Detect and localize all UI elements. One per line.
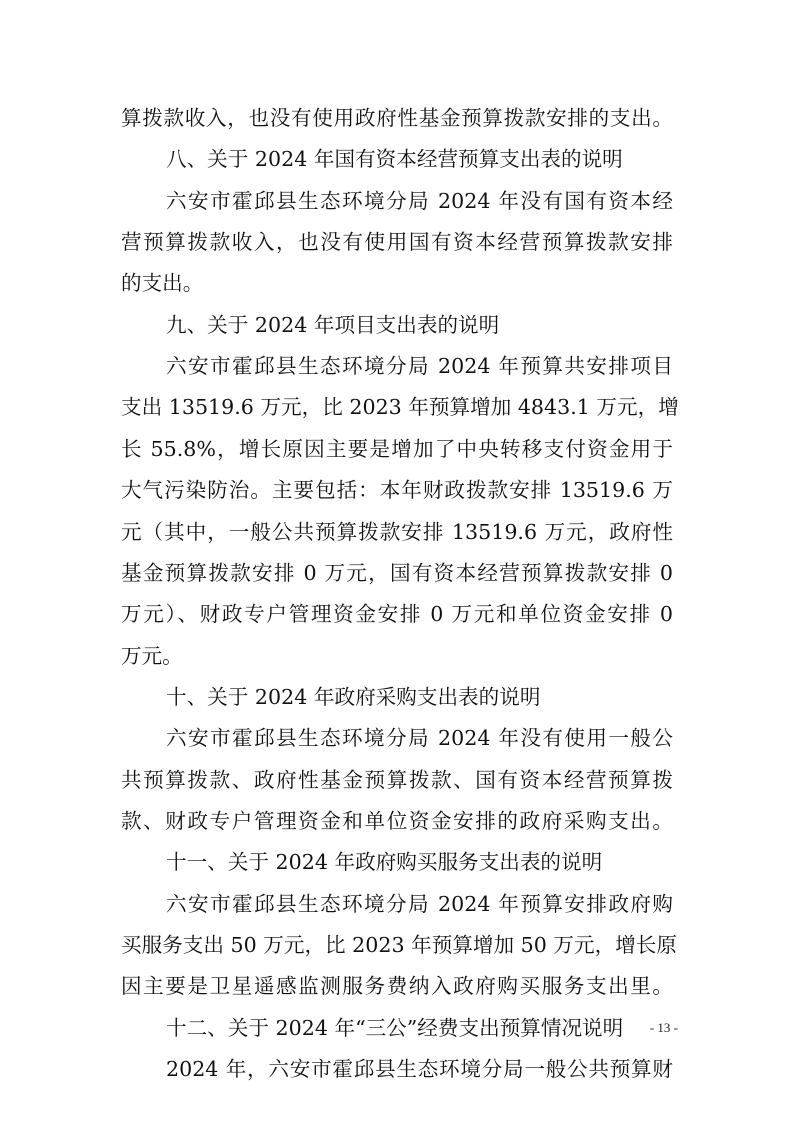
body-text-line: 的支出。 [121, 271, 204, 295]
section-heading-10: 十、关于 2024 年政府采购支出表的说明 [166, 685, 541, 709]
body-text-line: 万元。 [121, 644, 183, 668]
body-text-line: 六安市霍邱县生态环境分局 2024 年预算共安排项目 [166, 354, 673, 378]
body-text-line: 长 55.8%，增长原因主要是增加了中央转移支付资金用于 [121, 437, 673, 461]
body-text-line: 元（其中，一般公共预算拨款安排 13519.6 万元，政府性 [121, 520, 673, 544]
body-text-line: 六安市霍邱县生态环境分局 2024 年没有国有资本经 [166, 189, 673, 213]
body-text-line: 2024 年，六安市霍邱县生态环境分局一般公共预算财 [166, 1057, 673, 1081]
body-text-line: 算拨款收入，也没有使用政府性基金预算拨款安排的支出。 [121, 106, 673, 130]
body-text-line: 基金预算拨款安排 0 万元，国有资本经营预算拨款安排 0 [121, 561, 673, 585]
body-text-line: 款、财政专户管理资金和单位资金安排的政府采购支出。 [121, 809, 673, 833]
section-heading-11: 十一、关于 2024 年政府购买服务支出表的说明 [166, 850, 603, 874]
section-heading-9: 九、关于 2024 年项目支出表的说明 [166, 313, 500, 337]
body-text-line: 万元）、财政专户管理资金安排 0 万元和单位资金安排 0 [121, 602, 673, 626]
body-text-line: 营预算拨款收入，也没有使用国有资本经营预算拨款安排 [121, 230, 673, 254]
body-text-line: 共预算拨款、政府性基金预算拨款、国有资本经营预算拨 [121, 768, 673, 792]
body-text-line: 买服务支出 50 万元，比 2023 年预算增加 50 万元，增长原 [121, 933, 677, 957]
section-heading-12: 十二、关于 2024 年“三公”经费支出预算情况说明 [166, 1016, 624, 1040]
page-number: - 13 - [649, 1020, 678, 1035]
body-text-line: 大气污染防治。主要包括：本年财政拨款安排 13519.6 万 [121, 478, 673, 502]
body-text-line: 六安市霍邱县生态环境分局 2024 年没有使用一般公 [166, 726, 673, 750]
body-text-line: 六安市霍邱县生态环境分局 2024 年预算安排政府购 [166, 892, 673, 916]
body-text-line: 因主要是卫星遥感监测服务费纳入政府购买服务支出里。 [121, 974, 673, 998]
section-heading-8: 八、关于 2024 年国有资本经营预算支出表的说明 [166, 147, 623, 171]
body-text-line: 支出 13519.6 万元，比 2023 年预算增加 4843.1 万元，增 [121, 395, 679, 419]
